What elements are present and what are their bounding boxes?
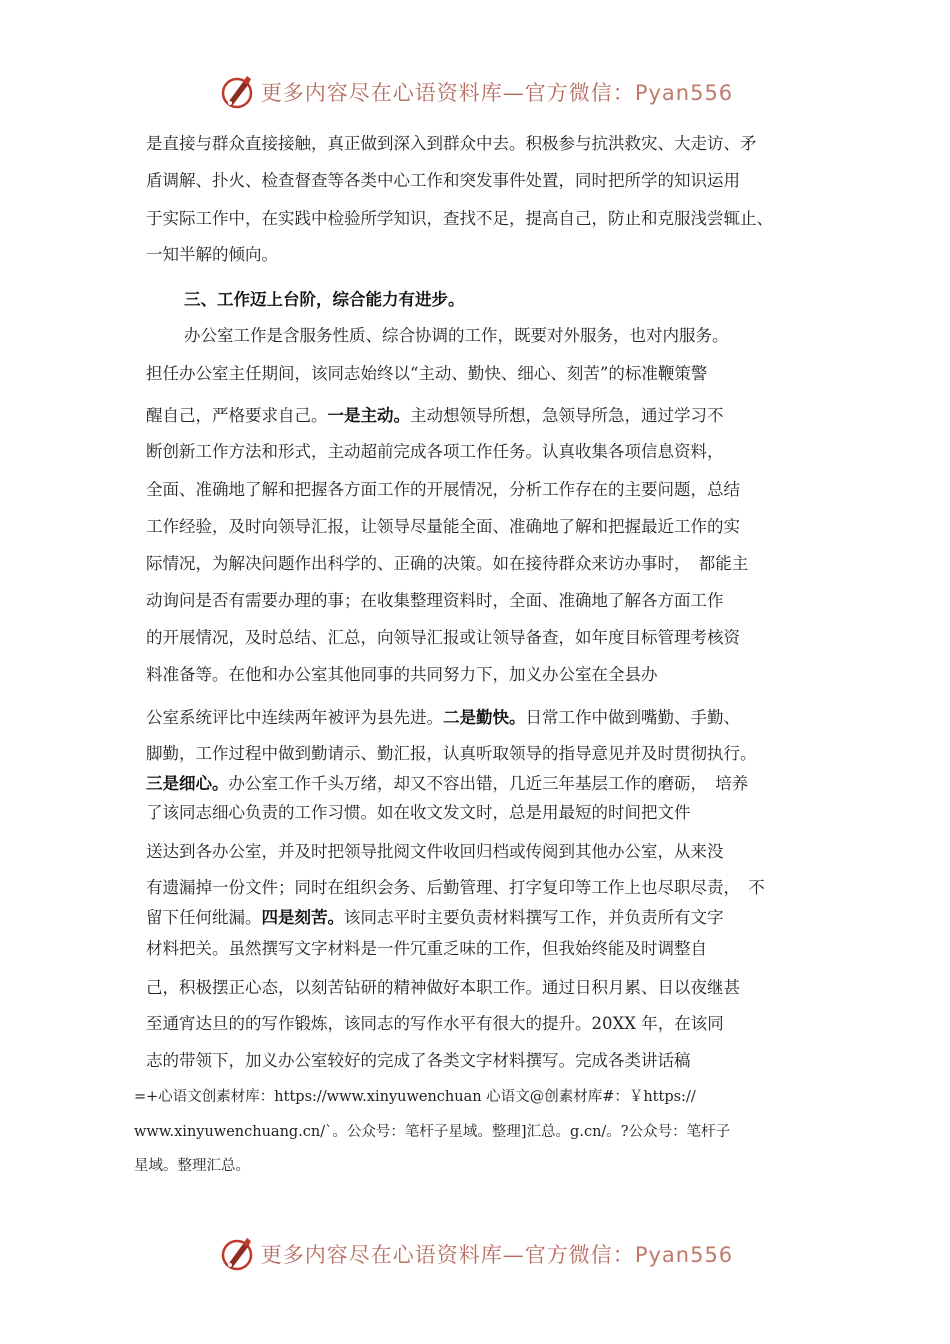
text-line: 断创新工作方法和形式，主动超前完成各项工作任务。认真收集各项信息资料， [146,442,724,461]
text-line: 己，积极摆正心态，以刻苦钻研的精神做好本职工作。通过日积月累、日以夜继甚 [146,978,740,997]
footer-note-line: www.xinyuwenchuang.cn/`。公众号：笔杆子星域。整理]汇总。g.cn/。?公众号：笔杆子 [134,1124,731,1140]
wechat-id: Pyan556 [634,1243,734,1267]
section-heading: 三、工作迈上台阶，综合能力有进步。 [184,290,465,309]
text-line: 三是细心。办公室工作千头万绪，却又不容出错，几近三年基层工作的磨砺， 培养 [146,774,749,793]
text-line: 于实际工作中，在实践中检验所学知识，查找不足，提高自己，防止和克服浅尝辄止、 [146,209,773,228]
text-line: 盾调解、扑火、检查督查等各类中心工作和突发事件处置，同时把所学的知识运用 [146,171,740,190]
point-title: 四是刻苦。 [261,908,344,927]
text-line: 是直接与群众直接接触，真正做到深入到群众中去。积极参与抗洪救灾、大走访、矛 [146,134,757,153]
footer-note-line: 星域。整理汇总。 [134,1158,250,1174]
text-line: 了该同志细心负责的工作习惯。如在收文发文时，总是用最短的时间把文件 [146,803,691,822]
text-line: 料准备等。在他和办公室其他同事的共同努力下，加义办公室在全县办 [146,665,658,684]
point-title: 二是勤快。 [443,708,526,727]
text-line: 至通宵达旦的的写作锻炼，该同志的写作水平有很大的提升。20XX 年，在该同 [146,1014,724,1033]
pen-logo-icon [217,72,257,112]
text-line: 际情况，为解决问题作出科学的、正确的决策。如在接待群众来访办事时， 都能主 [146,554,749,573]
footer-banner [0,1232,950,1276]
text-line: 醒自己，严格要求自己。一是主动。主动想领导所想，急领导所急，通过学习不 [146,406,724,425]
footer-banner-text: 更多内容尽在心语资料库—官方微信：Pyan556 [260,1243,734,1267]
header-text: 更多内容尽在心语资料库—官方微信：Pyan556 [260,81,734,105]
text-line: 志的带领下，加义办公室较好的完成了各类文字材料撰写。完成各类讲话稿 [146,1051,691,1070]
point-title: 三是细心。 [146,774,229,793]
text-line: 留下任何纰漏。四是刻苦。该同志平时主要负责材料撰写工作，并负责所有文字 [146,908,724,927]
header-banner [0,70,950,114]
text-line: 材料把关。虽然撰写文字材料是一件冗重乏味的工作，但我始终能及时调整自 [146,939,707,958]
text-line: 有遗漏掉一份文件；同时在组织会务、后勤管理、打字复印等工作上也尽职尽责， 不 [146,878,765,897]
text-line: 办公室工作是含服务性质、综合协调的工作，既要对外服务，也对内服务。 [184,326,729,345]
text-line: 的开展情况，及时总结、汇总，向领导汇报或让领导备查，如年度目标管理考核资 [146,628,740,647]
text-line: 一知半解的倾向。 [146,245,278,264]
wechat-id: Pyan556 [634,81,734,105]
point-title: 一是主动。 [327,406,410,425]
footer-note-line: =+心语文创素材库：https://www.xinyuwenchuan 心语文@创素材库#：￥https:// [134,1089,696,1105]
text-line: 工作经验，及时向领导汇报，让领导尽量能全面、准确地了解和把握最近工作的实 [146,517,740,536]
text-line: 担任办公室主任期间，该同志始终以“主动、勤快、细心、刻苦”的标准鞭策警 [146,364,708,383]
text-line: 送达到各办公室，并及时把领导批阅文件收回归档或传阅到其他办公室，从来没 [146,842,724,861]
text-line: 动询问是否有需要办理的事；在收集整理资料时，全面、准确地了解各方面工作 [146,591,724,610]
pen-logo-icon [217,1234,257,1274]
text-line: 全面、准确地了解和把握各方面工作的开展情况，分析工作存在的主要问题，总结 [146,480,740,499]
text-line: 脚勤，工作过程中做到勤请示、勤汇报，认真听取领导的指导意见并及时贯彻执行。 [146,744,757,763]
text-line: 公室系统评比中连续两年被评为县先进。二是勤快。日常工作中做到嘴勤、手勤、 [146,708,740,727]
